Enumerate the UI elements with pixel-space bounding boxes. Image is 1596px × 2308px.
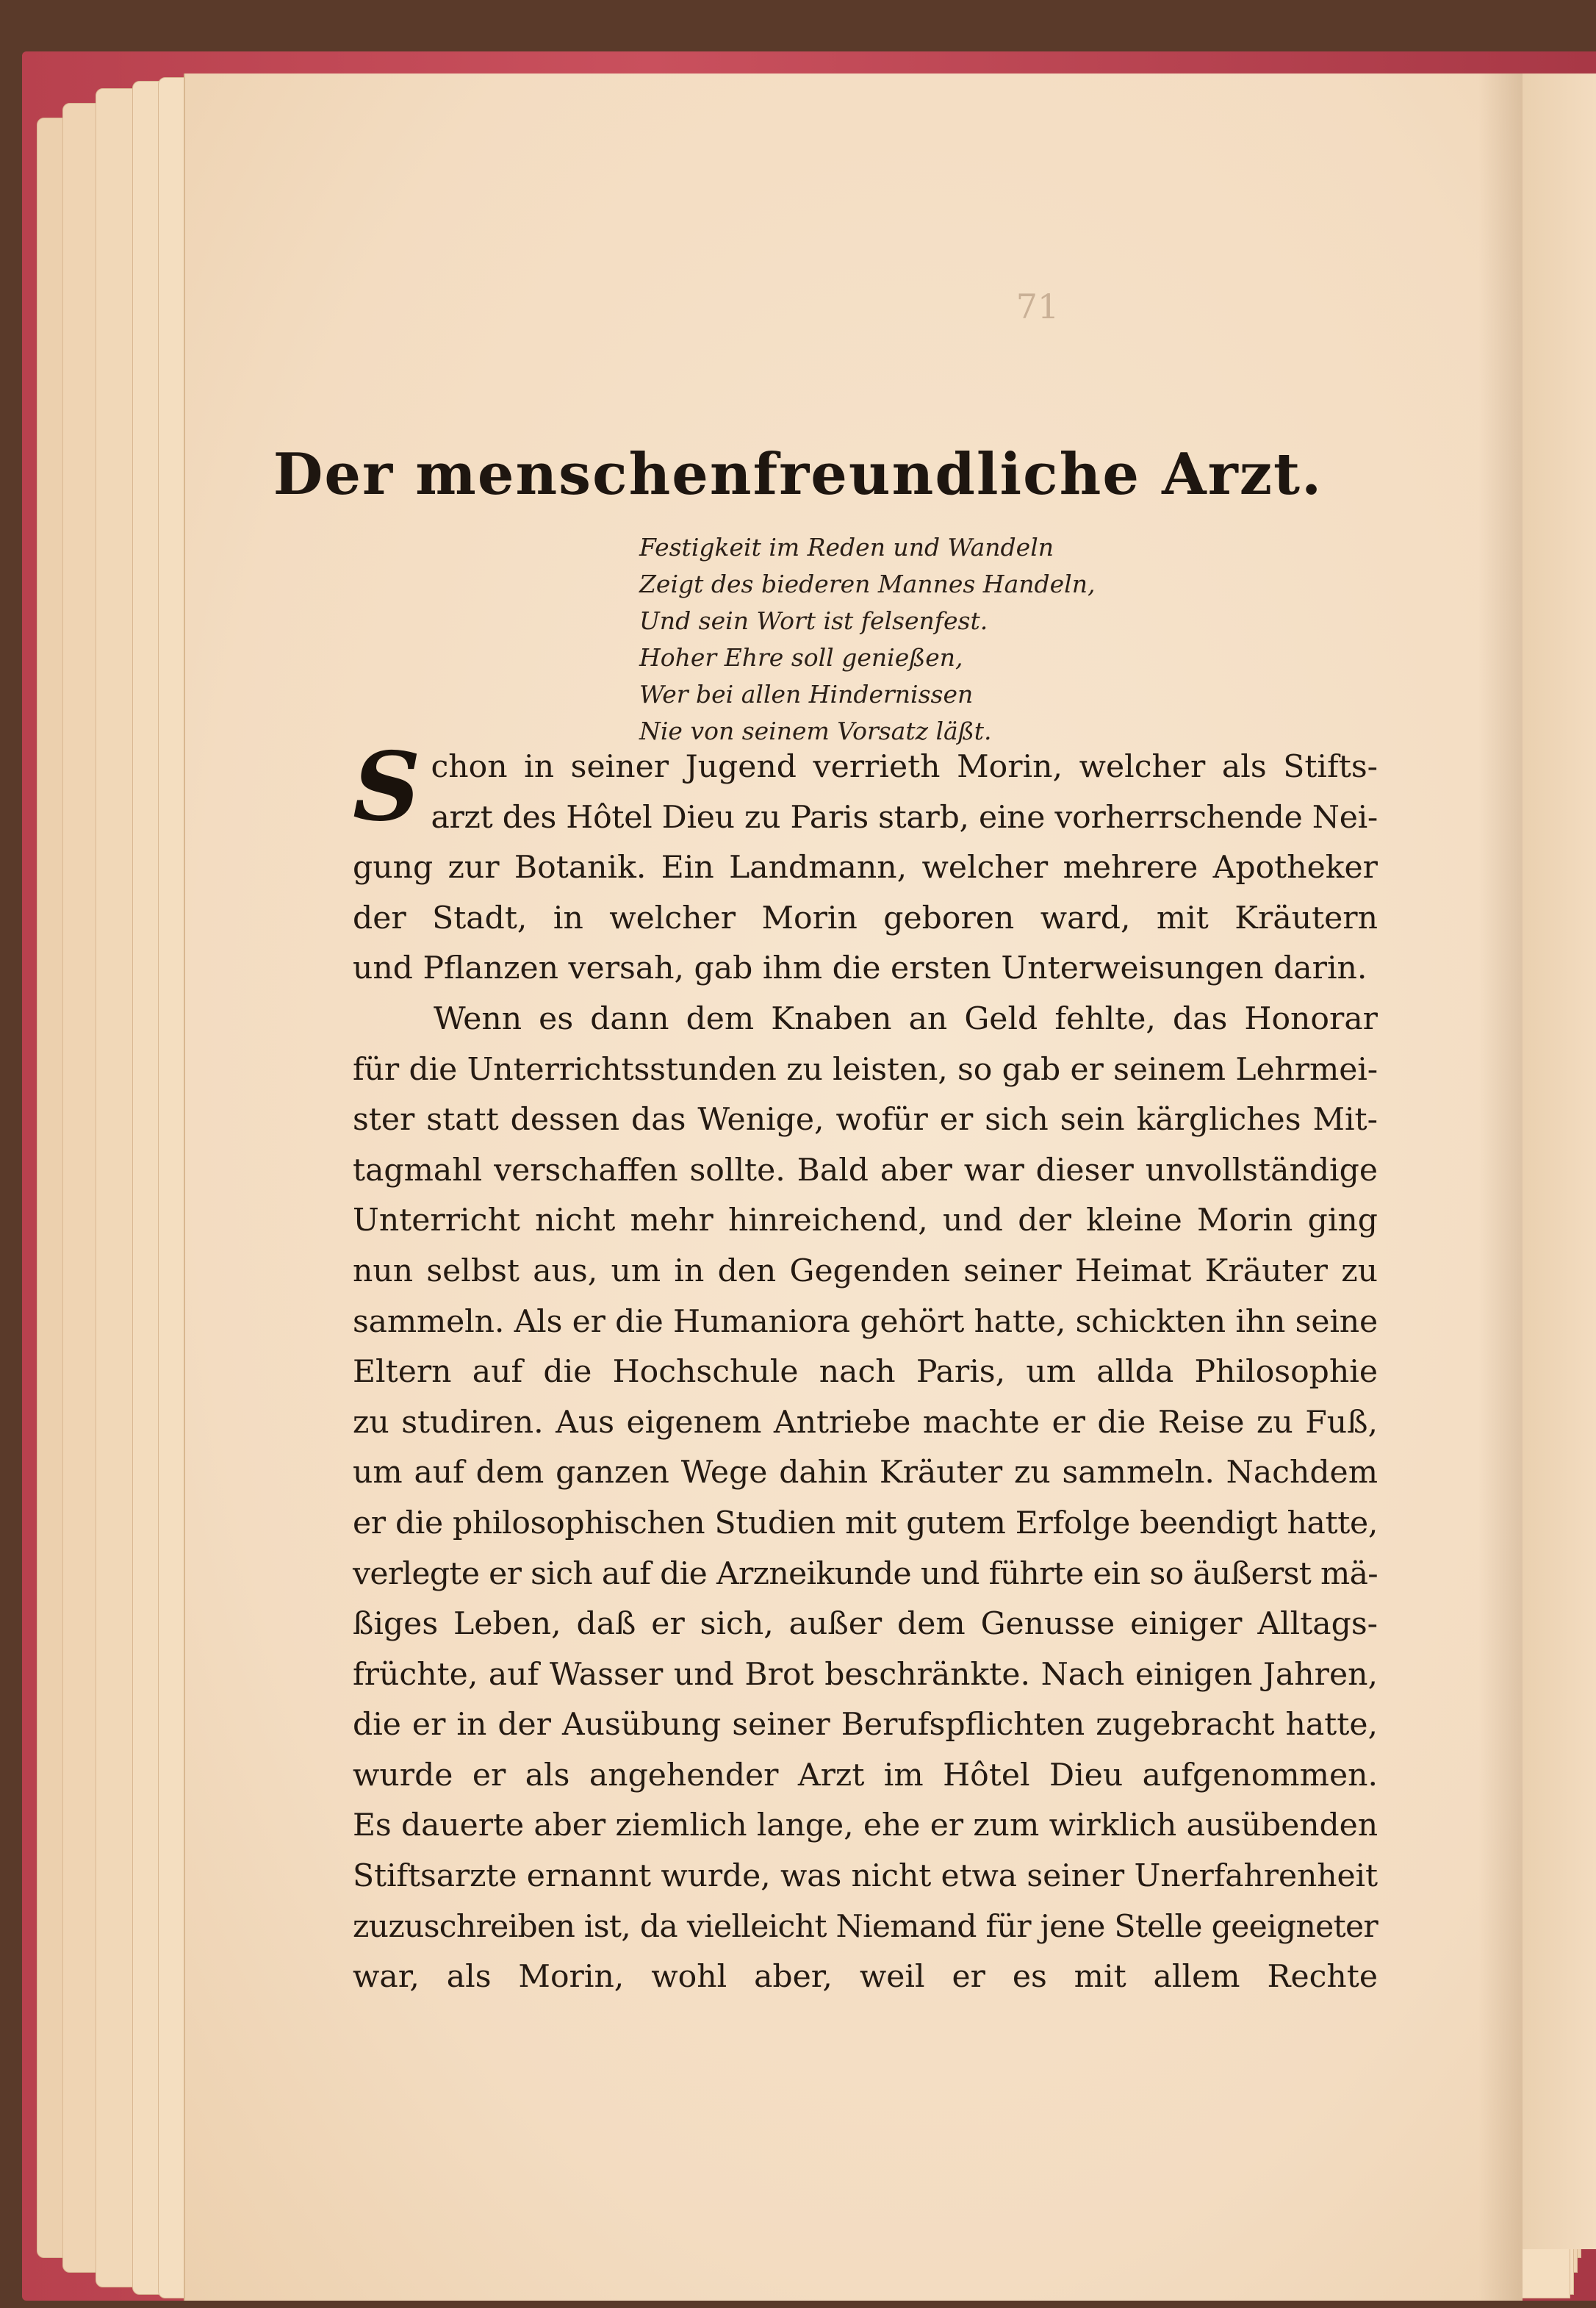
text-line: war, als Morin, wohl aber, weil er es mit allem Rechte [353,1959,1378,1996]
text-line: nun selbst aus, um in den Gegenden seiner Heimat Kräuter zu [353,1252,1378,1289]
motto-line: Hoher Ehre soll genießen, [639,643,963,672]
text-line: für die Unterrichtsstunden zu leisten, so gab er seinem Lehrmei- [353,1051,1378,1088]
motto-line: Und sein Wort ist felsenfest. [639,606,988,635]
motto-line: Nie von seinem Vorsatz läßt. [639,717,992,745]
text-line: arzt des Hôtel Dieu zu Paris starb, eine vorherrschende Nei- [431,799,1378,836]
text-line: Es dauerte aber ziemlich lange, ehe er zum wirklich ausübenden [353,1807,1378,1844]
text-line: Unterricht nicht mehr hinreichend, und der kleine Morin ging [353,1203,1378,1239]
text-line: der Stadt, in welcher Morin geboren ward, mit Kräutern [353,900,1378,936]
text-line: die er in der Ausübung seiner Berufspflichten zugebracht hatte, [353,1707,1378,1743]
text-line: tagmahl verschaffen sollte. Bald aber war dieser unvollständige [353,1152,1378,1189]
text-line: früchte, auf Wasser und Brot beschränkte. Nach einigen Jahren, [353,1656,1378,1693]
page-number: 71 [1016,287,1060,326]
text-line: zuzuschreiben ist, da vielleicht Niemand für jene Stelle geeigneter [353,1908,1378,1945]
facing-page-edge [1514,74,1596,2249]
text-line: ster statt dessen das Wenige, wofür er sich sein kärgliches Mit- [353,1102,1378,1139]
text-line: wurde er als angehender Arzt im Hôtel Dieu aufgenommen. [353,1757,1378,1793]
text-line: verlegte er sich auf die Arzneikunde und führte ein so äußerst mä- [353,1555,1378,1592]
text-line: ßiges Leben, daß er sich, außer dem Genusse einiger Alltags- [353,1606,1378,1643]
drop-cap: S [353,732,421,842]
text-line: sammeln. Als er die Humaniora gehört hatte, schickten ihn seine [353,1303,1378,1340]
motto-line: Festigkeit im Reden und Wandeln [639,533,1054,562]
motto-line: Wer bei allen Hindernissen [639,680,974,709]
body-text [353,732,1378,2003]
text-line: um auf dem ganzen Wege dahin Kräuter zu sammeln. Nachdem [353,1455,1378,1491]
text-line: und Pflanzen versah, gab ihm die ersten Unterweisungen darin. [353,950,1367,987]
spine-shadow [1478,74,1523,2301]
text-line: chon in seiner Jugend verrieth Morin, welcher als Stifts- [431,749,1378,785]
text-line: gung zur Botanik. Ein Landmann, welcher mehrere Apotheker [353,850,1378,886]
motto-line: Zeigt des biederen Mannes Handeln, [639,570,1096,598]
text-line: Wenn es dann dem Knaben an Geld fehlte, das Honorar [434,1000,1378,1037]
text-line: zu studiren. Aus eigenem Antriebe machte er die Reise zu Fuß, [353,1404,1378,1441]
chapter-title: Der menschenfreundliche Arzt. [273,441,1323,508]
text-line: er die philosophischen Studien mit gutem Erfolge beendigt hatte, [353,1505,1378,1541]
text-line: Stiftsarzte ernannt wurde, was nicht etwa seiner Unerfahrenheit [353,1858,1378,1895]
motto-verse [639,529,1242,750]
text-line: Eltern auf die Hochschule nach Paris, um allda Philosophie [353,1354,1378,1391]
